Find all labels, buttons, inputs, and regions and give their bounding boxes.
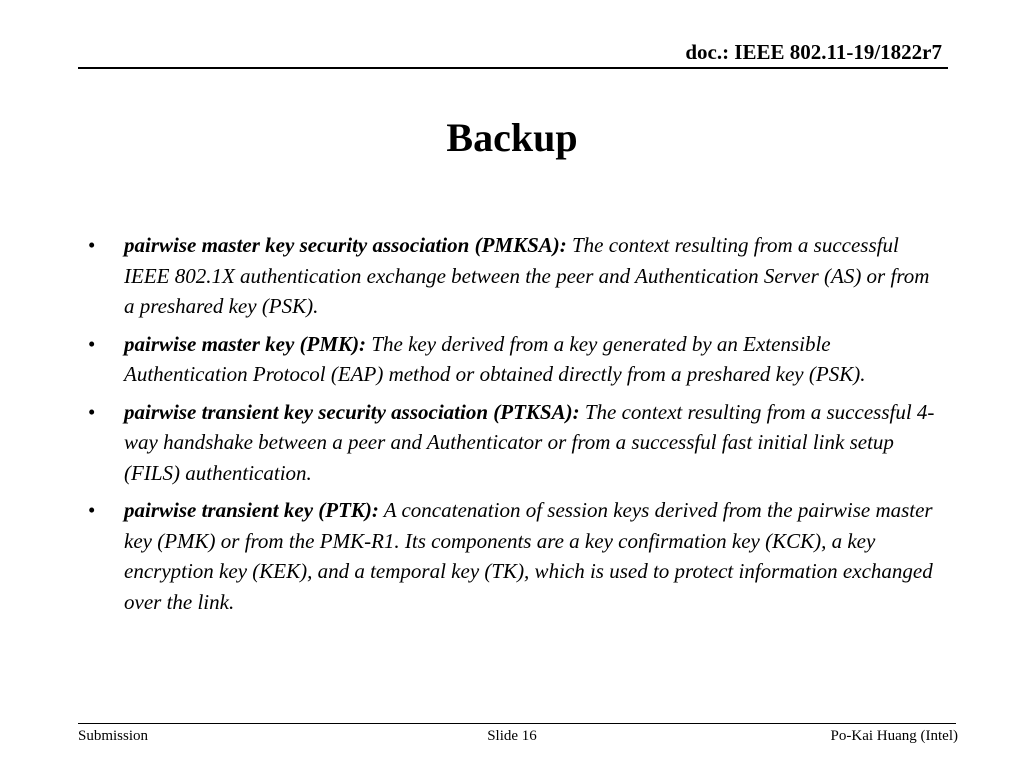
bullet-icon: • — [88, 233, 96, 257]
bullet-icon: • — [88, 498, 96, 522]
definition-term: pairwise transient key security association (PTKSA): — [124, 399, 580, 424]
footer-author: Po-Kai Huang (Intel) — [830, 728, 958, 744]
document-id: doc.: IEEE 802.11-19/1822r7 — [685, 40, 942, 64]
bullet-icon: • — [88, 399, 96, 424]
definition-term: pairwise master key security association (PMKSA): — [124, 233, 567, 257]
header-divider — [78, 67, 948, 69]
footer-slide-number: Slide 16 — [487, 728, 537, 744]
definition-text: The key derived from a key generated by an Extensible Authentication Protocol (EAP) method or obtained directly from a preshared key (PSK). — [124, 331, 866, 386]
definition-text: The context resulting from a successful 4-way handshake between a peer and Authenticator or from a successful fast initial link setup (FILS) authentication. — [124, 399, 935, 485]
bullet-icon: • — [88, 331, 96, 356]
definition-term: pairwise transient key (PTK): — [124, 498, 379, 522]
definition-text: The context resulting from a successful IEEE 802.1X authentication exchange between the peer and Authentication Server (AS) or from a preshared key (PSK). — [124, 233, 930, 318]
definition-term: pairwise master key (PMK): — [124, 331, 367, 356]
definition-item-ptk — [88, 495, 938, 617]
definition-list — [88, 230, 938, 624]
slide-title: Backup — [446, 115, 578, 160]
definition-item-ptksa — [88, 397, 938, 489]
footer-submission: Submission — [78, 728, 149, 744]
definition-text: A concatenation of session keys derived from the pairwise master key (PMK) or from the PMK-R1. Its components are a key confirmation key (KCK), a key encryption key (KEK), and a temporal key (TK), which is used to protect information exchanged over the link. — [124, 498, 933, 614]
footer-divider — [78, 723, 956, 724]
definition-item-pmk — [88, 329, 938, 390]
definition-item-pmksa — [88, 230, 938, 322]
